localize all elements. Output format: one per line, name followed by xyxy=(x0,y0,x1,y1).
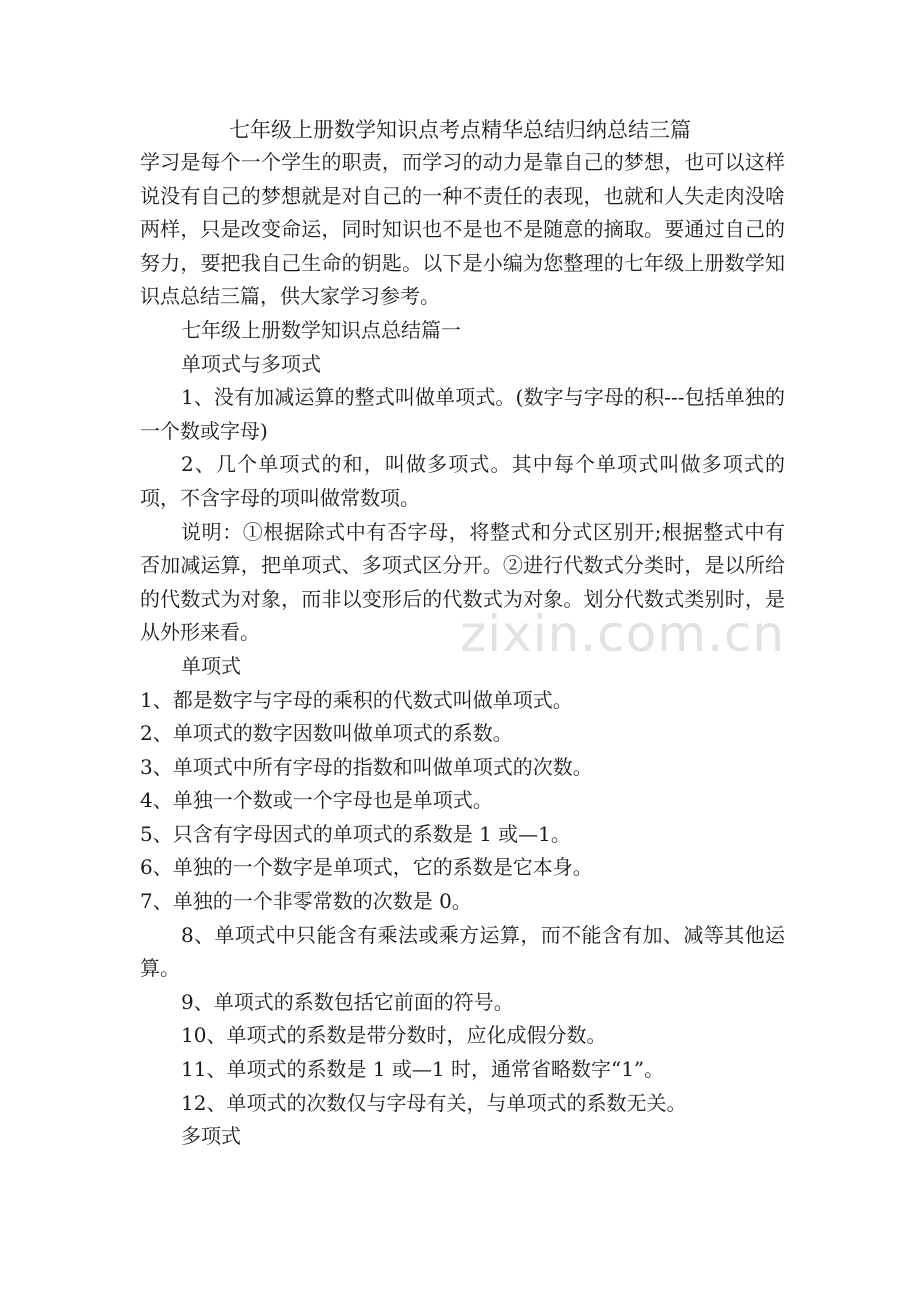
list-item: 12、单项式的次数仅与字母有关，与单项式的系数无关。 xyxy=(181,1090,687,1115)
list-item: 2、单项式的数字因数叫做单项式的系数。 xyxy=(140,721,513,746)
note-paragraph: 说明：①根据除式中有否字母，将整式和分式区别开;根据整式中有否加减运算，把单项式、多项式区分开。②进行代数式分类时，是以所给的代数式为对象，而非以变形后的代数式为对象。划分代数式类别时，是从外形来看。 xyxy=(140,519,785,645)
list-item: 11、单项式的系数是 1 或—1 时，通常省略数字“1”。 xyxy=(181,1057,665,1082)
subheading-polynomial: 多项式 xyxy=(181,1124,241,1149)
list-item: 6、单独的一个数字是单项式，它的系数是它本身。 xyxy=(140,855,593,880)
intro-paragraph: 学习是每个一个学生的职责，而学习的动力是靠自己的梦想，也可以这样说没有自己的梦想就是对自己的一种不责任的表现，也就和人失走肉没啥两样，只是改变命运，同时知识也不是也不是随意的摘取。要通过自己的努力，要把我自己生命的钥匙。以下是小编为您整理的七年级上册数学知识点总结三篇，供大家学习参考。 xyxy=(140,150,785,309)
document-title: 七年级上册数学知识点考点精华总结归纳总结三篇 xyxy=(229,118,691,142)
list-item: 9、单项式的系数包括它前面的符号。 xyxy=(181,989,514,1014)
subheading-monomial-polynomial: 单项式与多项式 xyxy=(181,351,321,376)
definition-monomial: 1、没有加减运算的整式叫做单项式。(数字与字母的积---包括单独的一个数或字母) xyxy=(140,385,785,443)
watermark-text: zixin.com.cn xyxy=(460,605,786,663)
list-item: 4、单独一个数或一个字母也是单项式。 xyxy=(140,788,493,813)
section-title: 七年级上册数学知识点总结篇一 xyxy=(181,317,461,342)
list-item: 8、单项式中只能含有乘法或乘方运算，而不能含有加、减等其他运算。 xyxy=(140,922,785,981)
list-item: 5、只含有字母因式的单项式的系数是 1 或—1。 xyxy=(140,821,571,846)
document-body xyxy=(140,146,785,1154)
list-item: 7、单独的一个非零常数的次数是 0。 xyxy=(140,889,472,914)
definition-polynomial: 2、几个单项式的和，叫做多项式。其中每个单项式叫做多项式的项，不含字母的项叫做常数项。 xyxy=(140,452,785,510)
list-item: 10、单项式的系数是带分数时，应化成假分数。 xyxy=(181,1023,607,1048)
list-item: 3、单项式中所有字母的指数和叫做单项式的次数。 xyxy=(140,754,593,779)
subheading-monomial: 单项式 xyxy=(181,653,241,678)
list-item: 1、都是数字与字母的乘积的代数式叫做单项式。 xyxy=(140,687,573,712)
